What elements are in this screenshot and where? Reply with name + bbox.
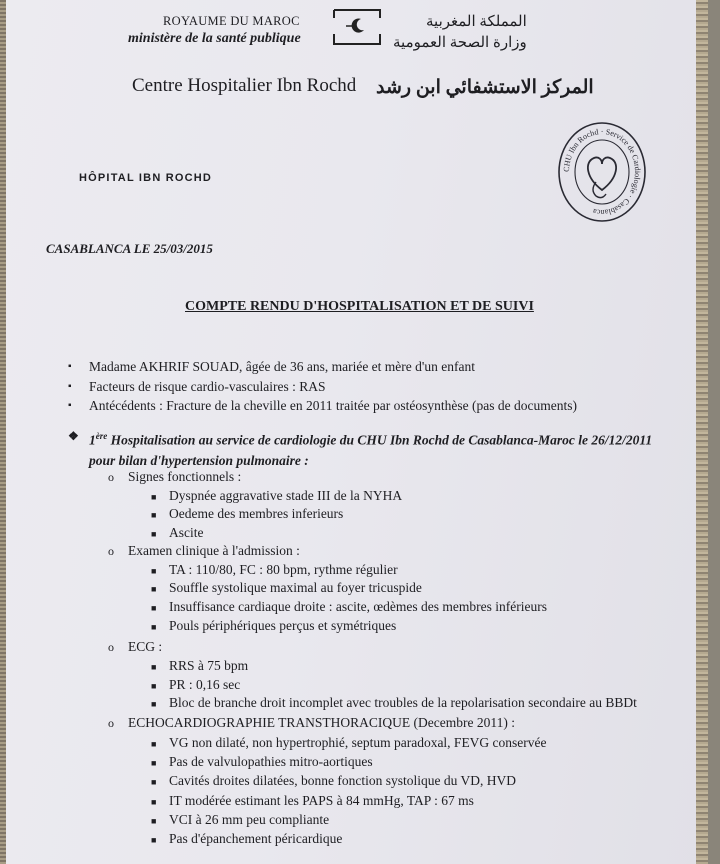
item-text: Pouls périphériques perçus et symétriques	[169, 618, 397, 633]
item-text: RRS à 75 bpm	[169, 658, 249, 673]
item-text: VCI à 26 mm peu compliante	[169, 812, 330, 827]
item-text: PR : 0,16 sec	[169, 677, 241, 692]
place-date: CASABLANCA LE 25/03/2015	[46, 241, 213, 256]
square-bullet-icon: ■	[151, 566, 157, 576]
hospitalisation-title-line2: pour bilan d'hypertension pulmonaire :	[89, 452, 309, 468]
item-text: Cavités droites dilatées, bonne fonction systolique du VD, HVD	[169, 773, 516, 788]
list-item	[151, 506, 343, 522]
list-item	[151, 618, 396, 634]
document-page	[6, 0, 708, 864]
square-bullet-icon: ■	[151, 758, 157, 768]
item-text: Dyspnée aggravative stade III de la NYHA	[169, 488, 403, 503]
diamond-bullet-icon: ❖	[68, 429, 79, 443]
paper-edge-right	[696, 0, 708, 864]
section-label: ECHOCARDIOGRAPHIE TRANSTHORACIQUE (Decembre 2011) :	[128, 715, 515, 730]
circle-bullet-icon: o	[108, 544, 114, 558]
square-bullet-icon: ■	[151, 835, 157, 845]
square-bullet-icon: ■	[151, 681, 157, 691]
list-item	[151, 525, 204, 541]
square-bullet-icon: ■	[151, 662, 157, 672]
list-item	[151, 677, 240, 693]
section-heading	[108, 469, 241, 485]
square-bullet-icon: ■	[151, 492, 157, 502]
item-text: IT modérée estimant les PAPS à 84 mmHg, TAP : 67 ms	[169, 793, 474, 808]
list-item	[151, 773, 516, 789]
square-bullet-icon: ■	[151, 699, 157, 709]
circle-bullet-icon: o	[108, 470, 114, 484]
section-label: Signes fonctionnels :	[128, 469, 242, 484]
report-title: COMPTE RENDU D'HOSPITALISATION ET DE SUIVI	[185, 299, 534, 314]
hospital-name: HÔPITAL IBN ROCHD	[79, 172, 213, 184]
square-bullet-icon: ■	[151, 777, 157, 787]
list-item	[151, 488, 402, 504]
square-bullet-icon: ■	[151, 603, 157, 613]
circle-bullet-icon: o	[108, 716, 114, 730]
section-heading	[108, 715, 515, 731]
summary-item: ▪ Antécédents : Fracture de la cheville en 2011 traitée par ostéosynthèse (pas de documents)	[68, 396, 577, 416]
item-text: Oedeme des membres inferieurs	[169, 506, 344, 521]
hospitalisation-heading	[68, 426, 688, 471]
summary-item: ▪ Madame AKHRIF SOUAD, âgée de 36 ans, mariée et mère d'un enfant	[68, 357, 577, 377]
list-item	[151, 754, 373, 770]
square-bullet-icon: ■	[151, 622, 157, 632]
section-label: Examen clinique à l'admission :	[128, 543, 300, 558]
summary-item: ▪ Facteurs de risque cardio-vasculaires : RAS	[68, 377, 577, 397]
square-bullet-icon: ■	[151, 797, 157, 807]
list-item	[151, 599, 547, 615]
ordinal-suffix: ère	[95, 431, 108, 441]
circle-bullet-icon: o	[108, 640, 114, 654]
item-text: Pas d'épanchement péricardique	[169, 831, 343, 846]
list-item	[151, 562, 398, 578]
list-item	[151, 658, 248, 674]
list-item	[151, 812, 329, 828]
square-bullet-icon: ■	[151, 584, 157, 594]
item-text: Pas de valvulopathies mitro-aortiques	[169, 754, 373, 769]
square-bullet-icon: ■	[151, 816, 157, 826]
square-bullet-icon: ■	[151, 510, 157, 520]
square-bullet-icon: ■	[151, 529, 157, 539]
hospitalisation-title: Hospitalisation au service de cardiologie du CHU Ibn Rochd de Casablanca-Maroc le 26/12/2011	[107, 432, 653, 448]
list-item	[151, 793, 474, 809]
hospital-center-ar: المركز الاستشفائي ابن رشد	[376, 77, 594, 98]
item-text: Insuffisance cardiaque droite : ascite, œdèmes des membres inférieurs	[169, 599, 547, 614]
kingdom-ar: المملكة المغربية	[426, 14, 527, 30]
list-item	[151, 695, 637, 711]
list-item	[151, 735, 547, 751]
item-text: VG non dilaté, non hypertrophié, septum paradoxal, FEVG conservée	[169, 735, 547, 750]
section-heading	[108, 543, 300, 559]
section-label: ECG :	[128, 639, 163, 654]
item-text: Ascite	[169, 525, 204, 540]
item-text: Bloc de branche droit incomplet avec troubles de la repolarisation secondaire au BBDt	[169, 695, 637, 710]
item-text: Souffle systolique maximal au foyer tricuspide	[169, 580, 422, 595]
ordinal-number: 1	[89, 432, 96, 448]
item-text: TA : 110/80, FC : 80 bpm, rythme régulier	[169, 562, 398, 577]
list-item	[151, 831, 342, 847]
patient-summary-list	[68, 357, 577, 416]
cardiology-stamp-icon	[556, 120, 648, 224]
ministry-ar: وزارة الصحة العمومية	[393, 35, 527, 51]
hospital-center-fr: Centre Hospitalier Ibn Rochd	[132, 75, 357, 96]
section-heading	[108, 639, 162, 655]
kingdom-fr: ROYAUME DU MAROC	[163, 14, 300, 28]
ministry-fr: ministère de la santé publique	[128, 31, 301, 46]
square-bullet-icon: ■	[151, 739, 157, 749]
stamp-text: CHU Ibn Rochd · Service de Cardiologie · Casablanca	[561, 126, 643, 218]
list-item	[151, 580, 422, 596]
ministry-logo-icon	[328, 4, 386, 50]
